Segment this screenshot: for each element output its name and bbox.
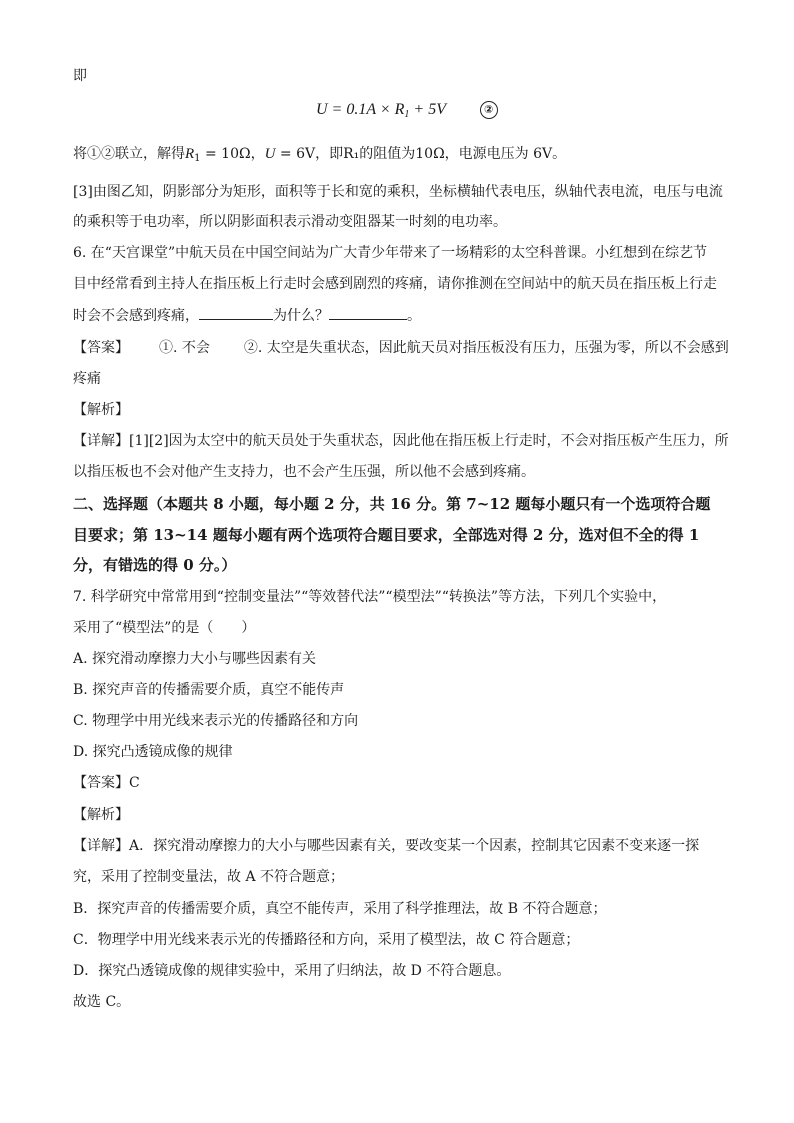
equation	[316, 101, 498, 120]
text-seg: = 6V，即	[275, 146, 344, 162]
option-b: B. 探究声音的传播需要介质，真空不能传声	[73, 682, 345, 698]
detail-line: 究，采用了控制变量法，故 A 不符合题意；	[73, 869, 345, 885]
detail-line: 【详解】A．探究滑动摩擦力的大小与哪些因素有关，要改变某一个因素，控制其它因素不变来逐一探	[73, 838, 700, 854]
detail-line: B．探究声音的传播需要介质，真空不能传声，采用了科学推理法，故 B 不符合题意；	[73, 901, 607, 917]
var-u: U	[264, 146, 276, 162]
section-heading: 分，有错选的得 0 分。）	[73, 556, 237, 574]
text-line: 的乘积等于电功率，所以阴影面积表示滑动变阻器某一时刻的电功率。	[73, 214, 507, 230]
var-sub: 1	[194, 153, 201, 164]
detail-line: D．探究凸透镜成像的规律实验中，采用了归纳法，故 D 不符合题息。	[73, 963, 511, 979]
text-line: 即	[73, 68, 87, 84]
text-seg: 。	[407, 308, 421, 324]
text-seg: = 10Ω，	[200, 146, 265, 162]
answer-part-2: ②. 太空是失重状态，因此航天员对指压板没有压力，压强为零，所以不会感到	[243, 340, 729, 356]
section-heading: 二、选择题（本题共 8 小题，每小题 2 分，共 16 分。第 7~12 题每小题只有一个选项符合题	[73, 495, 711, 513]
equation-tail: + 5V	[409, 101, 446, 118]
text-seg: 为什么？	[273, 308, 329, 324]
answer-label: 【答案】	[73, 340, 129, 356]
question-7-line-2: 采用了“模型法”的是（ ）	[73, 620, 256, 636]
answer-line: 【答案】C	[73, 775, 140, 791]
text-seg: 将①②联立，解得	[73, 146, 185, 162]
option-d: D. 探究凸透镜成像的规律	[73, 744, 233, 760]
equation-subscript: 1	[404, 109, 410, 120]
answer-blank	[329, 305, 407, 320]
var-r: R	[185, 146, 195, 162]
option-c: C. 物理学中用光线来表示光的传播路径和方向	[73, 713, 359, 729]
equation-number-mark: ②	[480, 101, 498, 119]
equation-formula: U = 0.1A × R	[316, 101, 405, 118]
text-line	[73, 144, 566, 169]
question-6-line-1: 6. 在“天宫课堂”中航天员在中国空间站为广大青少年带来了一场精彩的太空科普课。小红想到在综艺节	[73, 245, 708, 261]
answer-blank	[199, 305, 273, 320]
analysis-label: 【解析】	[73, 807, 129, 823]
detail-line: 故选 C。	[73, 994, 131, 1010]
answer-line	[73, 338, 729, 358]
question-6-line-3	[73, 305, 421, 326]
question-6-line-2: 目中经常看到主持人在指压板上行走时会感到剧烈的疼痛，请你推测在空间站中的航天员在指压板上行走	[73, 276, 717, 292]
text-line: [3]由图乙知，阴影部分为矩形，面积等于长和宽的乘积，坐标横轴代表电压，纵轴代表电流，电压与电流	[73, 184, 723, 200]
text-seg: 时会不会感到疼痛，	[73, 308, 199, 324]
detail-line: 【详解】[1][2]因为太空中的航天员处于失重状态，因此他在指压板上行走时，不会对指压板产生压力，所	[73, 433, 729, 449]
detail-line: 以指压板也不会对他产生支持力，也不会产生压强，所以他不会感到疼痛。	[73, 464, 535, 480]
answer-continuation: 疼痛	[73, 371, 101, 387]
answer-part-1: ①. 不会	[159, 340, 210, 356]
detail-line: C．物理学中用光线来表示光的传播路径和方向，采用了模型法，故 C 符合题意；	[73, 932, 580, 948]
section-heading: 目要求；第 13~14 题每小题有两个选项符合题目要求，全部选对得 2 分，选对但不全的得 1	[73, 526, 700, 544]
question-7-line-1: 7. 科学研究中常常用到“控制变量法”“等效替代法”“模型法”“转换法”等方法，下列几个实验中，	[73, 589, 667, 605]
option-a: A. 探究滑动摩擦力大小与哪些因素有关	[73, 651, 317, 667]
text-seg: R₁的阻值为10Ω，电源电压为 6V。	[343, 146, 567, 162]
analysis-label: 【解析】	[73, 402, 129, 418]
